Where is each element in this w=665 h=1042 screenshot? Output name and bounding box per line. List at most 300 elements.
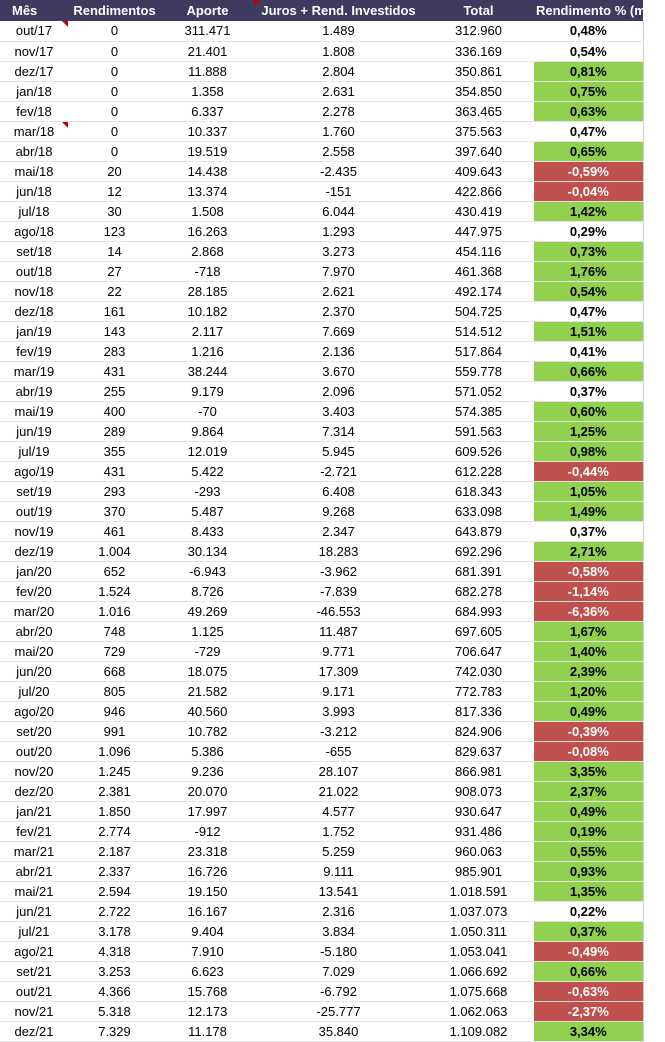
interest-cell[interactable]: 4.577 [254, 801, 423, 821]
month-cell[interactable]: out/19 [0, 501, 68, 521]
yields-cell[interactable]: 30 [68, 201, 161, 221]
pct-cell[interactable]: -0,39% [534, 721, 643, 741]
total-cell[interactable]: 354.850 [423, 81, 534, 101]
pct-cell[interactable]: 0,37% [534, 381, 643, 401]
pct-cell[interactable]: 0,66% [534, 361, 643, 381]
total-cell[interactable]: 1.050.311 [423, 921, 534, 941]
interest-cell[interactable]: 3.834 [254, 921, 423, 941]
month-cell[interactable]: dez/19 [0, 541, 68, 561]
month-cell[interactable]: jun/19 [0, 421, 68, 441]
total-cell[interactable]: 447.975 [423, 221, 534, 241]
contribution-cell[interactable]: 16.167 [161, 901, 254, 921]
yields-cell[interactable]: 283 [68, 341, 161, 361]
interest-cell[interactable]: 17.309 [254, 661, 423, 681]
pct-cell[interactable]: 3,35% [534, 761, 643, 781]
yields-cell[interactable]: 2.187 [68, 841, 161, 861]
contribution-cell[interactable]: 49.269 [161, 601, 254, 621]
pct-cell[interactable]: 0,66% [534, 961, 643, 981]
contribution-cell[interactable]: 9.179 [161, 381, 254, 401]
total-cell[interactable]: 514.512 [423, 321, 534, 341]
yields-cell[interactable]: 14 [68, 241, 161, 261]
interest-cell[interactable]: 2.804 [254, 61, 423, 81]
total-cell[interactable]: 1.053.041 [423, 941, 534, 961]
contribution-cell[interactable]: 5.487 [161, 501, 254, 521]
yields-cell[interactable]: 0 [68, 61, 161, 81]
contribution-cell[interactable]: 9.236 [161, 761, 254, 781]
yields-cell[interactable]: 400 [68, 401, 161, 421]
interest-cell[interactable]: 7.669 [254, 321, 423, 341]
total-cell[interactable]: 681.391 [423, 561, 534, 581]
contribution-cell[interactable]: 8.433 [161, 521, 254, 541]
pct-cell[interactable]: 2,37% [534, 781, 643, 801]
contribution-cell[interactable]: 16.726 [161, 861, 254, 881]
pct-cell[interactable]: 1,05% [534, 481, 643, 501]
month-cell[interactable]: abr/20 [0, 621, 68, 641]
header-yields[interactable]: Rendimentos [68, 0, 161, 21]
total-cell[interactable]: 692.296 [423, 541, 534, 561]
yields-cell[interactable]: 805 [68, 681, 161, 701]
month-cell[interactable]: mar/18 [0, 121, 68, 141]
total-cell[interactable]: 618.343 [423, 481, 534, 501]
contribution-cell[interactable]: 9.404 [161, 921, 254, 941]
pct-cell[interactable]: 1,40% [534, 641, 643, 661]
yields-cell[interactable]: 143 [68, 321, 161, 341]
yields-cell[interactable]: 255 [68, 381, 161, 401]
interest-cell[interactable]: 7.314 [254, 421, 423, 441]
total-cell[interactable]: 461.368 [423, 261, 534, 281]
contribution-cell[interactable]: 13.374 [161, 181, 254, 201]
interest-cell[interactable]: 21.022 [254, 781, 423, 801]
yields-cell[interactable]: 946 [68, 701, 161, 721]
yields-cell[interactable]: 5.318 [68, 1001, 161, 1021]
total-cell[interactable]: 633.098 [423, 501, 534, 521]
month-cell[interactable]: nov/21 [0, 1001, 68, 1021]
yields-cell[interactable]: 2.337 [68, 861, 161, 881]
pct-cell[interactable]: -0,59% [534, 161, 643, 181]
yields-cell[interactable]: 4.318 [68, 941, 161, 961]
yields-cell[interactable]: 3.178 [68, 921, 161, 941]
pct-cell[interactable]: 1,35% [534, 881, 643, 901]
total-cell[interactable]: 571.052 [423, 381, 534, 401]
pct-cell[interactable]: 1,25% [534, 421, 643, 441]
month-cell[interactable]: jan/20 [0, 561, 68, 581]
total-cell[interactable]: 682.278 [423, 581, 534, 601]
contribution-cell[interactable]: 12.173 [161, 1001, 254, 1021]
total-cell[interactable]: 684.993 [423, 601, 534, 621]
pct-cell[interactable]: 0,29% [534, 221, 643, 241]
interest-cell[interactable]: 5.945 [254, 441, 423, 461]
yields-cell[interactable]: 12 [68, 181, 161, 201]
yields-cell[interactable]: 3.253 [68, 961, 161, 981]
month-cell[interactable]: jun/18 [0, 181, 68, 201]
interest-cell[interactable]: 2.316 [254, 901, 423, 921]
contribution-cell[interactable]: 11.178 [161, 1021, 254, 1041]
interest-cell[interactable]: 9.268 [254, 501, 423, 521]
contribution-cell[interactable]: 21.582 [161, 681, 254, 701]
total-cell[interactable]: 517.864 [423, 341, 534, 361]
contribution-cell[interactable]: 20.070 [161, 781, 254, 801]
pct-cell[interactable]: 1,67% [534, 621, 643, 641]
yields-cell[interactable]: 370 [68, 501, 161, 521]
header-total[interactable]: Total [423, 0, 534, 21]
pct-cell[interactable]: 0,73% [534, 241, 643, 261]
interest-cell[interactable]: 9.111 [254, 861, 423, 881]
yields-cell[interactable]: 0 [68, 101, 161, 121]
header-contribution[interactable]: Aporte [161, 0, 254, 21]
contribution-cell[interactable]: 1.216 [161, 341, 254, 361]
pct-cell[interactable]: 0,75% [534, 81, 643, 101]
contribution-cell[interactable]: 19.519 [161, 141, 254, 161]
header-interest[interactable] [254, 0, 423, 21]
total-cell[interactable]: 930.647 [423, 801, 534, 821]
interest-cell[interactable]: -151 [254, 181, 423, 201]
total-cell[interactable]: 363.465 [423, 101, 534, 121]
contribution-cell[interactable]: 1.508 [161, 201, 254, 221]
total-cell[interactable]: 591.563 [423, 421, 534, 441]
total-cell[interactable]: 350.861 [423, 61, 534, 81]
total-cell[interactable]: 985.901 [423, 861, 534, 881]
contribution-cell[interactable]: 10.182 [161, 301, 254, 321]
interest-cell[interactable]: 2.278 [254, 101, 423, 121]
pct-cell[interactable]: 0,41% [534, 341, 643, 361]
total-cell[interactable]: 430.419 [423, 201, 534, 221]
month-cell[interactable]: set/21 [0, 961, 68, 981]
contribution-cell[interactable]: 40.560 [161, 701, 254, 721]
month-cell[interactable]: abr/18 [0, 141, 68, 161]
contribution-cell[interactable]: -70 [161, 401, 254, 421]
contribution-cell[interactable]: 5.422 [161, 461, 254, 481]
total-cell[interactable]: 336.169 [423, 41, 534, 61]
month-cell[interactable]: mar/19 [0, 361, 68, 381]
pct-cell[interactable]: -0,44% [534, 461, 643, 481]
contribution-cell[interactable]: 2.117 [161, 321, 254, 341]
pct-cell[interactable]: -0,63% [534, 981, 643, 1001]
contribution-cell[interactable]: 1.125 [161, 621, 254, 641]
total-cell[interactable]: 866.981 [423, 761, 534, 781]
month-cell[interactable]: out/21 [0, 981, 68, 1001]
month-cell[interactable]: abr/19 [0, 381, 68, 401]
month-cell[interactable]: jul/19 [0, 441, 68, 461]
yields-cell[interactable]: 431 [68, 361, 161, 381]
yields-cell[interactable]: 2.594 [68, 881, 161, 901]
yields-cell[interactable]: 123 [68, 221, 161, 241]
total-cell[interactable]: 454.116 [423, 241, 534, 261]
interest-cell[interactable]: 3.273 [254, 241, 423, 261]
yields-cell[interactable]: 0 [68, 141, 161, 161]
interest-cell[interactable]: 9.771 [254, 641, 423, 661]
yields-cell[interactable]: 431 [68, 461, 161, 481]
month-cell[interactable]: out/17 [0, 21, 68, 41]
total-cell[interactable]: 772.783 [423, 681, 534, 701]
interest-cell[interactable]: 6.044 [254, 201, 423, 221]
pct-cell[interactable]: 0,54% [534, 41, 643, 61]
total-cell[interactable]: 643.879 [423, 521, 534, 541]
yields-cell[interactable]: 1.004 [68, 541, 161, 561]
yields-cell[interactable]: 293 [68, 481, 161, 501]
total-cell[interactable]: 375.563 [423, 121, 534, 141]
yields-cell[interactable]: 27 [68, 261, 161, 281]
contribution-cell[interactable]: 17.997 [161, 801, 254, 821]
total-cell[interactable]: 504.725 [423, 301, 534, 321]
contribution-cell[interactable]: 16.263 [161, 221, 254, 241]
pct-cell[interactable]: 1,49% [534, 501, 643, 521]
contribution-cell[interactable]: 21.401 [161, 41, 254, 61]
contribution-cell[interactable]: 18.075 [161, 661, 254, 681]
pct-cell[interactable]: 0,49% [534, 701, 643, 721]
yields-cell[interactable]: 0 [68, 21, 161, 41]
month-cell[interactable]: out/20 [0, 741, 68, 761]
total-cell[interactable]: 1.075.668 [423, 981, 534, 1001]
pct-cell[interactable]: -0,04% [534, 181, 643, 201]
pct-cell[interactable]: 0,54% [534, 281, 643, 301]
pct-cell[interactable]: 0,22% [534, 901, 643, 921]
total-cell[interactable]: 1.109.082 [423, 1021, 534, 1041]
total-cell[interactable]: 559.778 [423, 361, 534, 381]
total-cell[interactable]: 742.030 [423, 661, 534, 681]
contribution-cell[interactable]: 23.318 [161, 841, 254, 861]
total-cell[interactable]: 574.385 [423, 401, 534, 421]
interest-cell[interactable]: 13.541 [254, 881, 423, 901]
month-cell[interactable]: jan/19 [0, 321, 68, 341]
contribution-cell[interactable]: 11.888 [161, 61, 254, 81]
month-cell[interactable]: mar/20 [0, 601, 68, 621]
total-cell[interactable]: 1.018.591 [423, 881, 534, 901]
contribution-cell[interactable]: 2.868 [161, 241, 254, 261]
contribution-cell[interactable]: 1.358 [161, 81, 254, 101]
interest-cell[interactable]: 1.293 [254, 221, 423, 241]
yields-cell[interactable]: 2.774 [68, 821, 161, 841]
month-cell[interactable]: mai/21 [0, 881, 68, 901]
interest-cell[interactable]: 3.993 [254, 701, 423, 721]
interest-cell[interactable]: 2.621 [254, 281, 423, 301]
pct-cell[interactable]: 0,37% [534, 921, 643, 941]
interest-cell[interactable]: 1.760 [254, 121, 423, 141]
pct-cell[interactable]: -1,14% [534, 581, 643, 601]
total-cell[interactable]: 422.866 [423, 181, 534, 201]
month-cell[interactable]: set/18 [0, 241, 68, 261]
interest-cell[interactable]: 1.752 [254, 821, 423, 841]
month-cell[interactable]: mai/20 [0, 641, 68, 661]
yields-cell[interactable]: 1.096 [68, 741, 161, 761]
yields-cell[interactable]: 4.366 [68, 981, 161, 1001]
pct-cell[interactable]: 0,65% [534, 141, 643, 161]
month-cell[interactable]: ago/20 [0, 701, 68, 721]
contribution-cell[interactable]: 12.019 [161, 441, 254, 461]
yields-cell[interactable]: 729 [68, 641, 161, 661]
total-cell[interactable]: 908.073 [423, 781, 534, 801]
pct-cell[interactable]: 0,63% [534, 101, 643, 121]
pct-cell[interactable]: -0,08% [534, 741, 643, 761]
yields-cell[interactable]: 0 [68, 81, 161, 101]
yields-cell[interactable]: 1.850 [68, 801, 161, 821]
month-cell[interactable]: jun/21 [0, 901, 68, 921]
header-pct[interactable]: Rendimento % (mês) [534, 0, 643, 21]
interest-cell[interactable]: 9.171 [254, 681, 423, 701]
yields-cell[interactable]: 0 [68, 121, 161, 141]
interest-cell[interactable]: -655 [254, 741, 423, 761]
contribution-cell[interactable]: 15.768 [161, 981, 254, 1001]
pct-cell[interactable]: 1,76% [534, 261, 643, 281]
total-cell[interactable]: 409.643 [423, 161, 534, 181]
interest-cell[interactable]: -3.962 [254, 561, 423, 581]
interest-cell[interactable]: -3.212 [254, 721, 423, 741]
pct-cell[interactable]: 0,98% [534, 441, 643, 461]
month-cell[interactable]: abr/21 [0, 861, 68, 881]
yields-cell[interactable]: 748 [68, 621, 161, 641]
month-cell[interactable]: jun/20 [0, 661, 68, 681]
yields-cell[interactable]: 355 [68, 441, 161, 461]
total-cell[interactable]: 612.228 [423, 461, 534, 481]
month-cell[interactable]: jul/20 [0, 681, 68, 701]
pct-cell[interactable]: 0,48% [534, 21, 643, 41]
month-cell[interactable]: fev/19 [0, 341, 68, 361]
yields-cell[interactable]: 2.381 [68, 781, 161, 801]
contribution-cell[interactable]: -718 [161, 261, 254, 281]
month-cell[interactable]: set/20 [0, 721, 68, 741]
contribution-cell[interactable]: 30.134 [161, 541, 254, 561]
month-cell[interactable]: dez/17 [0, 61, 68, 81]
contribution-cell[interactable]: -6.943 [161, 561, 254, 581]
interest-cell[interactable]: 2.347 [254, 521, 423, 541]
contribution-cell[interactable]: 10.337 [161, 121, 254, 141]
yields-cell[interactable]: 991 [68, 721, 161, 741]
yields-cell[interactable]: 289 [68, 421, 161, 441]
yields-cell[interactable]: 2.722 [68, 901, 161, 921]
pct-cell[interactable]: 3,34% [534, 1021, 643, 1041]
total-cell[interactable]: 312.960 [423, 21, 534, 41]
interest-cell[interactable]: 5.259 [254, 841, 423, 861]
interest-cell[interactable]: 3.670 [254, 361, 423, 381]
contribution-cell[interactable]: 9.864 [161, 421, 254, 441]
yields-cell[interactable]: 461 [68, 521, 161, 541]
yields-cell[interactable]: 1.245 [68, 761, 161, 781]
pct-cell[interactable]: 0,37% [534, 521, 643, 541]
month-cell[interactable]: ago/18 [0, 221, 68, 241]
month-cell[interactable]: mar/21 [0, 841, 68, 861]
interest-cell[interactable]: 2.631 [254, 81, 423, 101]
pct-cell[interactable]: 0,47% [534, 121, 643, 141]
interest-cell[interactable]: 2.096 [254, 381, 423, 401]
interest-cell[interactable]: -5.180 [254, 941, 423, 961]
month-cell[interactable]: ago/21 [0, 941, 68, 961]
yields-cell[interactable]: 20 [68, 161, 161, 181]
month-cell[interactable]: dez/21 [0, 1021, 68, 1041]
yields-cell[interactable]: 668 [68, 661, 161, 681]
pct-cell[interactable]: 1,42% [534, 201, 643, 221]
pct-cell[interactable]: 0,81% [534, 61, 643, 81]
interest-cell[interactable]: 11.487 [254, 621, 423, 641]
pct-cell[interactable]: -0,58% [534, 561, 643, 581]
yields-cell[interactable]: 1.016 [68, 601, 161, 621]
month-cell[interactable]: nov/17 [0, 41, 68, 61]
yields-cell[interactable]: 652 [68, 561, 161, 581]
month-cell[interactable]: jan/21 [0, 801, 68, 821]
month-cell[interactable]: jul/18 [0, 201, 68, 221]
total-cell[interactable]: 960.063 [423, 841, 534, 861]
header-month[interactable]: Mês [0, 0, 68, 21]
pct-cell[interactable]: 0,49% [534, 801, 643, 821]
interest-cell[interactable]: 2.370 [254, 301, 423, 321]
interest-cell[interactable]: 2.558 [254, 141, 423, 161]
contribution-cell[interactable]: 14.438 [161, 161, 254, 181]
pct-cell[interactable]: 0,55% [534, 841, 643, 861]
month-cell[interactable]: fev/20 [0, 581, 68, 601]
month-cell[interactable]: ago/19 [0, 461, 68, 481]
contribution-cell[interactable]: -729 [161, 641, 254, 661]
interest-cell[interactable]: 35.840 [254, 1021, 423, 1041]
pct-cell[interactable]: -0,49% [534, 941, 643, 961]
month-cell[interactable]: out/18 [0, 261, 68, 281]
pct-cell[interactable]: 2,71% [534, 541, 643, 561]
pct-cell[interactable]: 0,93% [534, 861, 643, 881]
interest-cell[interactable]: -6.792 [254, 981, 423, 1001]
contribution-cell[interactable]: -912 [161, 821, 254, 841]
interest-cell[interactable]: -25.777 [254, 1001, 423, 1021]
pct-cell[interactable]: 1,20% [534, 681, 643, 701]
pct-cell[interactable]: 2,39% [534, 661, 643, 681]
yields-cell[interactable]: 22 [68, 281, 161, 301]
interest-cell[interactable]: -2.435 [254, 161, 423, 181]
yields-cell[interactable]: 1.524 [68, 581, 161, 601]
interest-cell[interactable]: 7.029 [254, 961, 423, 981]
total-cell[interactable]: 1.037.073 [423, 901, 534, 921]
month-cell[interactable]: nov/20 [0, 761, 68, 781]
interest-cell[interactable]: 1.808 [254, 41, 423, 61]
total-cell[interactable]: 824.906 [423, 721, 534, 741]
total-cell[interactable]: 1.066.692 [423, 961, 534, 981]
interest-cell[interactable]: -7.839 [254, 581, 423, 601]
total-cell[interactable]: 829.637 [423, 741, 534, 761]
month-cell[interactable]: dez/20 [0, 781, 68, 801]
interest-cell[interactable]: -46.553 [254, 601, 423, 621]
interest-cell[interactable]: 28.107 [254, 761, 423, 781]
month-cell[interactable]: fev/21 [0, 821, 68, 841]
pct-cell[interactable]: 1,51% [534, 321, 643, 341]
total-cell[interactable]: 492.174 [423, 281, 534, 301]
interest-cell[interactable]: 18.283 [254, 541, 423, 561]
pct-cell[interactable]: 0,60% [534, 401, 643, 421]
month-cell[interactable]: mai/19 [0, 401, 68, 421]
interest-cell[interactable]: 3.403 [254, 401, 423, 421]
pct-cell[interactable]: -6,36% [534, 601, 643, 621]
interest-cell[interactable]: -2.721 [254, 461, 423, 481]
contribution-cell[interactable]: 5.386 [161, 741, 254, 761]
total-cell[interactable]: 397.640 [423, 141, 534, 161]
total-cell[interactable]: 1.062.063 [423, 1001, 534, 1021]
month-cell[interactable]: set/19 [0, 481, 68, 501]
contribution-cell[interactable]: -293 [161, 481, 254, 501]
month-cell[interactable]: nov/19 [0, 521, 68, 541]
total-cell[interactable]: 697.605 [423, 621, 534, 641]
contribution-cell[interactable]: 28.185 [161, 281, 254, 301]
pct-cell[interactable]: 0,47% [534, 301, 643, 321]
yields-cell[interactable]: 7.329 [68, 1021, 161, 1041]
contribution-cell[interactable]: 7.910 [161, 941, 254, 961]
interest-cell[interactable]: 1.489 [254, 21, 423, 41]
interest-cell[interactable]: 6.408 [254, 481, 423, 501]
yields-cell[interactable]: 161 [68, 301, 161, 321]
interest-cell[interactable]: 7.970 [254, 261, 423, 281]
comment-marker-icon[interactable] [254, 0, 260, 6]
yields-cell[interactable]: 0 [68, 41, 161, 61]
month-cell[interactable]: jan/18 [0, 81, 68, 101]
total-cell[interactable]: 931.486 [423, 821, 534, 841]
pct-cell[interactable]: -2,37% [534, 1001, 643, 1021]
month-cell[interactable]: jul/21 [0, 921, 68, 941]
total-cell[interactable]: 817.336 [423, 701, 534, 721]
pct-cell[interactable]: 0,19% [534, 821, 643, 841]
month-cell[interactable]: mai/18 [0, 161, 68, 181]
